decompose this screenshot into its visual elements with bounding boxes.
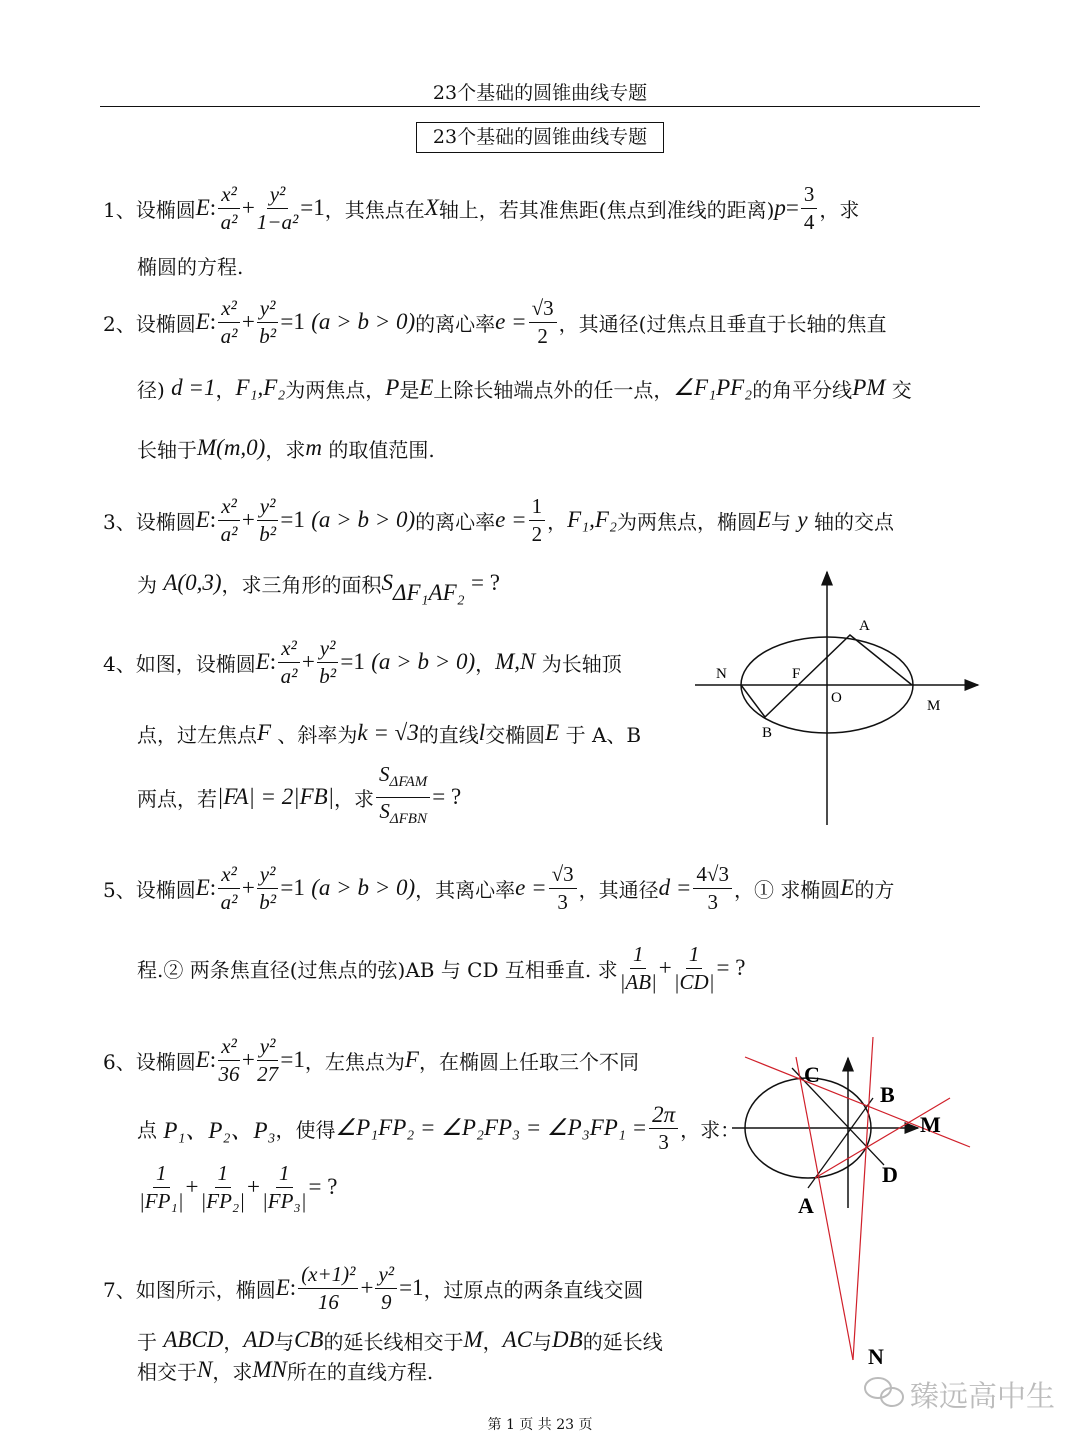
op: + — [185, 1174, 199, 1199]
text: ，在椭圆上任取三个不同 — [418, 1049, 639, 1074]
var: p — [774, 195, 786, 220]
condition: (a > b > 0) — [311, 875, 416, 900]
text: ，求 — [334, 786, 375, 811]
var: E — [195, 507, 210, 532]
text: ， — [215, 377, 236, 402]
denominator: 36 — [218, 1061, 240, 1086]
op: + — [658, 955, 672, 980]
numerator: x² — [218, 181, 240, 209]
denominator: a² — [280, 663, 298, 688]
numerator: y² — [257, 1033, 279, 1061]
text: 的直线 — [418, 722, 479, 747]
text: ，求 — [265, 437, 306, 462]
text: 设椭圆 — [135, 1049, 196, 1074]
numerator: 2π — [649, 1101, 678, 1129]
text: 为两焦点，椭圆 — [616, 509, 757, 534]
denominator: 3 — [658, 1129, 669, 1154]
var: F — [404, 1047, 419, 1072]
math: ∠F₁PF₂ — [673, 375, 753, 400]
math: MN — [252, 1357, 287, 1382]
math: P — [385, 375, 400, 400]
text: 径) — [137, 377, 165, 402]
op: =1 — [280, 875, 305, 900]
var: E — [275, 1275, 290, 1300]
running-header: 23个基础的圆锥曲线专题 — [432, 82, 648, 104]
var: E — [255, 649, 270, 674]
numerator: 1 — [215, 1160, 232, 1188]
problem-number: 7、 — [103, 1277, 136, 1302]
var: X — [424, 195, 439, 220]
var: e = — [495, 507, 527, 532]
label-n: N — [716, 666, 727, 682]
text: : — [209, 1047, 217, 1072]
numerator: x² — [218, 1033, 240, 1061]
math: A(0,3) — [163, 570, 222, 595]
problem-1-line-2: 椭圆的方程. — [137, 254, 244, 279]
label-m: M — [920, 1112, 941, 1137]
text: 的离心率 — [415, 311, 496, 336]
text: ，求三角形的面积 — [221, 572, 382, 597]
text: 的延长线相交于 — [323, 1329, 464, 1354]
text: 轴上，若其准焦距(焦点到准线的距离) — [438, 197, 775, 222]
op: =1 — [300, 195, 325, 220]
line-bd-n — [853, 1037, 873, 1360]
text: ，其焦点在 — [324, 197, 425, 222]
text: 是 — [399, 377, 420, 402]
denominator: a² — [220, 889, 238, 914]
numerator: y² — [267, 181, 289, 209]
math: ∠P₁FP₂ = ∠P₂FP₃ = ∠P₃FP₁ = — [335, 1115, 648, 1140]
op: =1 — [280, 309, 305, 334]
math: AC — [502, 1327, 533, 1352]
var: E — [195, 195, 210, 220]
text: : — [289, 1275, 297, 1300]
page-footer: 第 1 页 共 23 页 — [487, 1417, 593, 1433]
denominator: b² — [319, 663, 336, 688]
denominator: 9 — [381, 1289, 392, 1314]
numerator: 1 — [276, 1160, 293, 1188]
denominator: 3 — [707, 889, 718, 914]
condition: (a > b > 0) — [311, 309, 416, 334]
numerator: 1 — [686, 941, 703, 969]
text: ，其离心率 — [415, 877, 516, 902]
text: ，① 求椭圆 — [733, 877, 841, 902]
numerator: x² — [218, 493, 240, 521]
problem-number: 4、 — [103, 651, 136, 676]
text: 长轴于 — [137, 437, 197, 462]
text: 的取值范围. — [328, 437, 435, 462]
text: 为长轴顶 — [541, 651, 622, 676]
label-o: O — [831, 690, 842, 706]
math: E — [419, 375, 434, 400]
figure-problem-6-7 — [732, 1037, 970, 1369]
numerator: x² — [218, 295, 240, 323]
label-b: B — [762, 725, 773, 741]
text: : — [209, 195, 217, 220]
text: ，求 — [819, 197, 860, 222]
var: e = — [515, 875, 547, 900]
text: ，使得 — [275, 1117, 336, 1142]
text: 的延长线 — [582, 1329, 663, 1354]
denominator: a² — [220, 521, 238, 546]
math: PM — [852, 375, 886, 400]
numerator: 1 — [153, 1160, 170, 1188]
problem-number: 1、 — [103, 197, 136, 222]
math: F₁,F₂ — [235, 375, 286, 400]
math: CB — [294, 1327, 324, 1352]
numerator: y² — [257, 295, 279, 323]
subscript: ΔF₁AF₂ — [392, 580, 465, 605]
text: 轴的交点 — [813, 509, 894, 534]
label-n: N — [868, 1344, 884, 1369]
math: F₁,F₂ — [567, 507, 617, 532]
text: 设椭圆 — [135, 197, 196, 222]
text: ， — [547, 509, 568, 534]
text: 与 — [532, 1329, 553, 1354]
numerator: √3 — [529, 295, 557, 323]
text: 的方 — [854, 877, 895, 902]
math: S — [379, 762, 390, 787]
denominator: |FP₁| — [139, 1188, 184, 1213]
denominator: 2 — [531, 521, 543, 546]
text: ， — [475, 651, 496, 676]
op: + — [241, 309, 255, 334]
text: 于 A、B — [565, 722, 642, 747]
math: l — [478, 720, 486, 745]
op: + — [301, 649, 315, 674]
math: DB — [552, 1327, 583, 1352]
op: + — [241, 875, 255, 900]
numerator: y² — [257, 493, 279, 521]
text: : — [209, 507, 217, 532]
var: d = — [658, 875, 692, 900]
text: 上除长轴端点外的任一点， — [433, 377, 674, 402]
text: 与 — [771, 509, 792, 534]
text: 设椭圆 — [135, 877, 196, 902]
text: 如图所示，椭圆 — [135, 1277, 276, 1302]
problem-number: 6、 — [103, 1049, 136, 1074]
text: 点，过左焦点 — [137, 722, 257, 747]
subscript: ΔFBN — [389, 810, 427, 827]
problem-number: 3、 — [103, 509, 136, 534]
math: E — [756, 507, 772, 532]
label-a: A — [798, 1193, 814, 1218]
math: m — [305, 435, 322, 460]
denominator: b² — [259, 889, 276, 914]
numerator: 4√3 — [693, 861, 732, 889]
math: y — [797, 507, 808, 532]
condition: (a > b > 0) — [311, 507, 416, 532]
var: E — [195, 1047, 210, 1072]
op: + — [247, 1174, 260, 1199]
text: 为两焦点， — [285, 377, 386, 402]
math: M — [463, 1327, 483, 1352]
denominator: 1−a² — [256, 209, 299, 234]
text: ，求 — [212, 1359, 253, 1384]
text: : — [209, 309, 217, 334]
math: S — [381, 570, 393, 595]
text: 两点，若 — [137, 786, 217, 811]
op: + — [360, 1275, 374, 1300]
var: E — [195, 875, 210, 900]
math: P₁、P₂、P₃ — [163, 1117, 276, 1143]
text: 如图，设椭圆 — [135, 651, 256, 676]
text: 程.② 两条焦直径(过焦点的弦)AB 与 CD 互相垂直. 求 — [137, 957, 618, 982]
text: ，求： — [680, 1117, 741, 1142]
label-c: C — [804, 1062, 820, 1087]
text: 设椭圆 — [135, 311, 196, 336]
text: ， — [482, 1329, 503, 1354]
op: =1 — [340, 649, 365, 674]
text: 所在的直线方程. — [286, 1359, 434, 1384]
denominator: b² — [259, 323, 276, 348]
subscript: ΔFAM — [389, 774, 428, 791]
text: = ? — [308, 1174, 338, 1199]
math: k = √3 — [357, 720, 419, 745]
problem-number: 5、 — [103, 877, 136, 902]
numerator: √3 — [549, 861, 577, 889]
numerator: 1 — [630, 941, 647, 969]
op: + — [241, 507, 255, 532]
denominator: 2 — [537, 323, 548, 348]
math: d =1 — [171, 375, 216, 400]
text: 为 — [137, 572, 157, 597]
numerator: 1 — [529, 493, 546, 521]
var: E — [195, 309, 210, 334]
label-b: B — [880, 1082, 895, 1107]
label-m: M — [927, 698, 941, 714]
label-d: D — [882, 1162, 898, 1187]
numerator: y² — [257, 861, 279, 889]
problem-number: 2、 — [103, 311, 136, 336]
denominator: |CD| — [673, 969, 715, 994]
math: ABCD — [163, 1327, 224, 1352]
denominator: 4 — [803, 209, 815, 234]
text: 设椭圆 — [135, 509, 196, 534]
text: 、斜率为 — [277, 722, 358, 747]
text: = ? — [716, 955, 746, 980]
math: AD — [243, 1327, 275, 1352]
label-f: F — [792, 666, 801, 682]
denominator: a² — [220, 209, 238, 234]
numerator: x² — [278, 635, 300, 663]
math: N — [197, 1357, 213, 1382]
denominator: |FP₂| — [200, 1188, 246, 1213]
text: ，其通径 — [578, 877, 659, 902]
op: = — [785, 195, 799, 220]
var: E — [840, 875, 855, 900]
text: = ? — [470, 570, 500, 595]
text: 点 — [137, 1117, 157, 1142]
text: 与 — [274, 1329, 295, 1354]
denominator: 27 — [257, 1061, 279, 1086]
numerator: (x+1)² — [298, 1261, 358, 1289]
watermark: 臻远高中生 — [910, 1379, 1056, 1413]
math: E — [545, 720, 560, 745]
text: : — [269, 649, 277, 674]
op: =1 — [399, 1275, 424, 1300]
text: 交 — [891, 377, 912, 402]
text: 相交于 — [137, 1359, 197, 1384]
numerator: 3 — [801, 181, 818, 209]
denominator: |AB| — [619, 969, 657, 994]
text: = ? — [432, 784, 462, 809]
text: : — [209, 875, 217, 900]
math: |FA| = 2|FB| — [217, 784, 335, 809]
denominator: 3 — [557, 889, 568, 914]
op: + — [241, 195, 255, 220]
text: 的角平分线 — [752, 377, 853, 402]
math: F — [257, 720, 272, 745]
text: ，其通径(过焦点且垂直于长轴的焦直 — [558, 311, 887, 336]
denominator: 16 — [317, 1289, 339, 1314]
label-a: A — [859, 618, 870, 634]
text: 交椭圆 — [485, 722, 546, 747]
numerator: x² — [218, 861, 240, 889]
text: 于 — [137, 1329, 157, 1354]
math: S — [379, 798, 390, 823]
math: M(m,0) — [197, 435, 266, 460]
op: =1 — [280, 1047, 305, 1072]
wechat-icon — [865, 1378, 903, 1406]
denominator: |FP₃| — [262, 1188, 307, 1213]
op: =1 — [280, 507, 305, 532]
op: + — [241, 1047, 255, 1072]
numerator: y² — [375, 1261, 397, 1289]
math: M,N — [495, 649, 536, 674]
text: ，过原点的两条直线交圆 — [423, 1277, 644, 1302]
text: ，左焦点为 — [304, 1049, 405, 1074]
condition: (a > b > 0) — [371, 649, 476, 674]
denominator: a² — [220, 323, 238, 348]
denominator: b² — [259, 521, 276, 546]
var: e = — [495, 309, 527, 334]
numerator: y² — [317, 635, 339, 663]
text: 的离心率 — [415, 509, 496, 534]
text: ， — [223, 1329, 244, 1354]
boxed-title: 23个基础的圆锥曲线专题 — [416, 122, 664, 153]
